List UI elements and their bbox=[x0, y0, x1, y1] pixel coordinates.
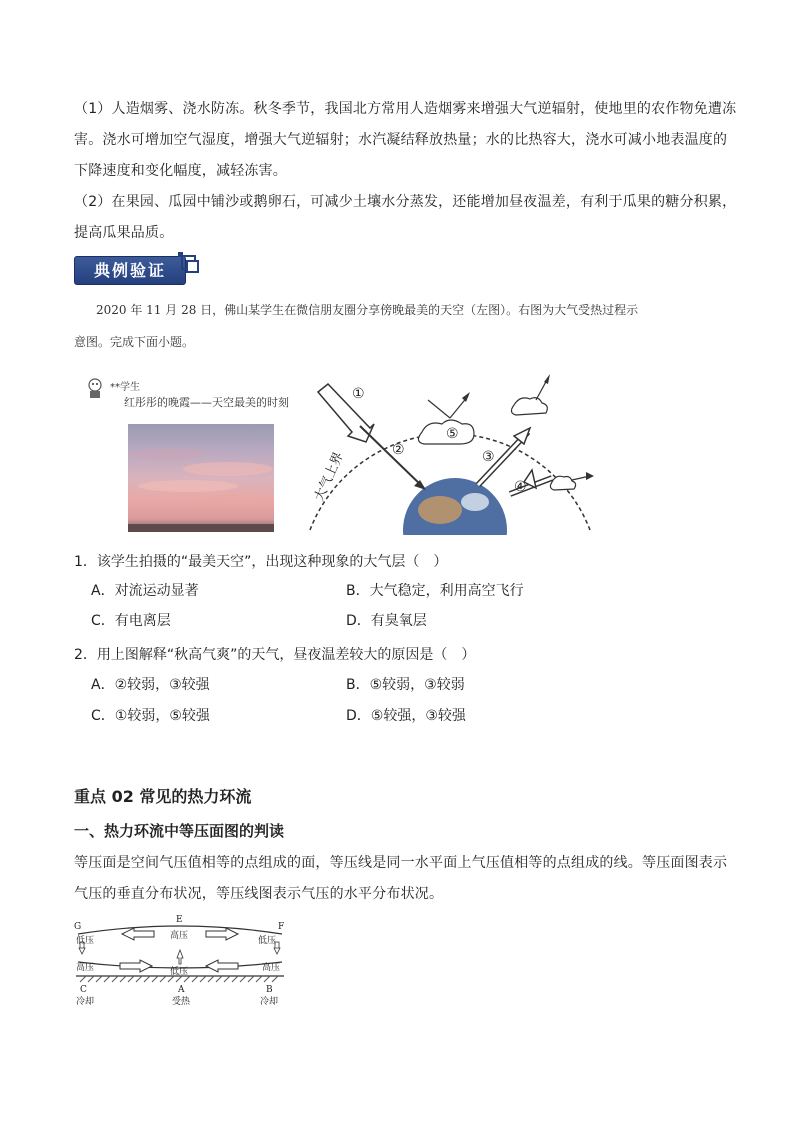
intro-line: 2020 年 11 月 28 日，佛山某学生在微信朋友圈分享傍晚最美的天空（左图）。右图为大气受热过程示 bbox=[96, 303, 639, 317]
question-2-option-a[interactable]: A．②较弱，③较强 bbox=[91, 677, 210, 693]
letter-b: B bbox=[266, 985, 273, 995]
question-1-option-c[interactable]: C．有电离层 bbox=[91, 613, 171, 629]
ground-mid-label: 受热 bbox=[172, 997, 191, 1007]
lower-left-arrow bbox=[206, 960, 238, 972]
question-1-option-a[interactable]: A．对流运动显著 bbox=[91, 583, 199, 599]
incoming-arrow-2-head bbox=[414, 480, 426, 490]
post-caption: 红彤彤的晚霞——天空最美的时刻 bbox=[124, 396, 289, 409]
isobaric-surface-diagram bbox=[72, 912, 288, 1008]
atmosphere-heating-diagram bbox=[300, 370, 600, 535]
question-1-option-d[interactable]: D．有臭氧层 bbox=[346, 613, 427, 629]
earth-cloud bbox=[461, 493, 489, 511]
lower-right-arrow bbox=[120, 960, 152, 972]
lower-mid-pressure-label: 低压 bbox=[170, 967, 189, 977]
reflection-in bbox=[428, 400, 450, 418]
upper-mid-pressure-label: 高压 bbox=[170, 931, 189, 941]
avatar-icon bbox=[86, 378, 104, 400]
question-2-option-b[interactable]: B．⑤较弱，③较弱 bbox=[346, 677, 465, 693]
letter-c: C bbox=[80, 985, 87, 995]
section-subheading: 一、热力环流中等压面图的判读 bbox=[74, 822, 285, 840]
letter-e: E bbox=[176, 915, 183, 925]
lower-right-pressure-label: 高压 bbox=[262, 963, 281, 973]
letter-g: G bbox=[74, 922, 82, 932]
section-heading: 重点 02 常见的热力环流 bbox=[74, 787, 252, 806]
ground-left-label: 冷却 bbox=[76, 997, 95, 1007]
paragraph-line: 下降速度和变化幅度，减轻冻害。 bbox=[74, 163, 287, 179]
question-1-option-b[interactable]: B．大气稳定，利用高空飞行 bbox=[346, 583, 524, 599]
upper-left-arrow bbox=[122, 928, 154, 940]
cloud-shape-lower bbox=[550, 476, 575, 490]
lower-left-pressure-label: 高压 bbox=[76, 963, 95, 973]
letter-a: A bbox=[178, 985, 185, 995]
section-body-line: 气压的垂直分布状况，等压线图表示气压的水平分布状况。 bbox=[74, 886, 444, 902]
upper-right-pressure-label: 低压 bbox=[258, 936, 277, 946]
paragraph-line: 提高瓜果品质。 bbox=[74, 225, 174, 241]
ground-right-label: 冷却 bbox=[260, 997, 279, 1007]
sunset-clouds bbox=[128, 424, 274, 532]
intro-line: 意图。完成下面小题。 bbox=[74, 335, 195, 349]
example-badge: 典例验证 bbox=[74, 256, 186, 285]
marker-2: ② bbox=[392, 442, 405, 458]
marker-4: ④ bbox=[514, 479, 527, 495]
question-2-stem: 2．用上图解释“秋高气爽”的天气，昼夜温差较大的原因是（ ） bbox=[74, 647, 476, 663]
atmosphere-boundary-label: 大气上界 bbox=[311, 450, 347, 504]
paragraph-line: （1）人造烟雾、浇水防冻。秋冬季节，我国北方常用人造烟雾来增强大气逆辐射，使地里的农作物免遭冻 bbox=[74, 101, 737, 117]
marker-1: ① bbox=[352, 386, 365, 402]
question-1-stem: 1．该学生拍摄的“最美天空”，出现这种现象的大气层（ ） bbox=[74, 554, 448, 570]
question-2-option-c[interactable]: C．①较弱，⑤较强 bbox=[91, 708, 210, 724]
paragraph-line: 害。浇水可增加空气湿度，增强大气逆辐射；水汽凝结释放热量；水的比热容大，浇水可减小地表温度的 bbox=[74, 132, 728, 148]
paragraph-line: （2）在果园、瓜园中铺沙或鹅卵石，可减少土壤水分蒸发，还能增加昼夜温差，有利于瓜果的糖分积累， bbox=[74, 194, 737, 210]
section-body-line: 等压面是空间气压值相等的点组成的面，等压线是同一水平面上气压值相等的点组成的线。等压面图表示 bbox=[74, 855, 728, 871]
marker-5: ⑤ bbox=[446, 426, 459, 442]
badge-corner-icon bbox=[176, 250, 202, 276]
sunset-photo bbox=[128, 424, 274, 532]
cloud-shape-right bbox=[511, 398, 547, 415]
earth-land bbox=[418, 496, 462, 524]
incoming-arrow-1 bbox=[318, 384, 374, 442]
marker-3: ③ bbox=[482, 449, 495, 465]
question-2-option-d[interactable]: D．⑤较强，③较强 bbox=[346, 708, 466, 724]
upper-left-pressure-label: 低压 bbox=[76, 936, 95, 946]
letter-f: F bbox=[278, 922, 285, 932]
upper-right-arrow bbox=[206, 928, 238, 940]
post-username: **学生 bbox=[110, 382, 140, 393]
rising-arrow bbox=[177, 950, 183, 964]
